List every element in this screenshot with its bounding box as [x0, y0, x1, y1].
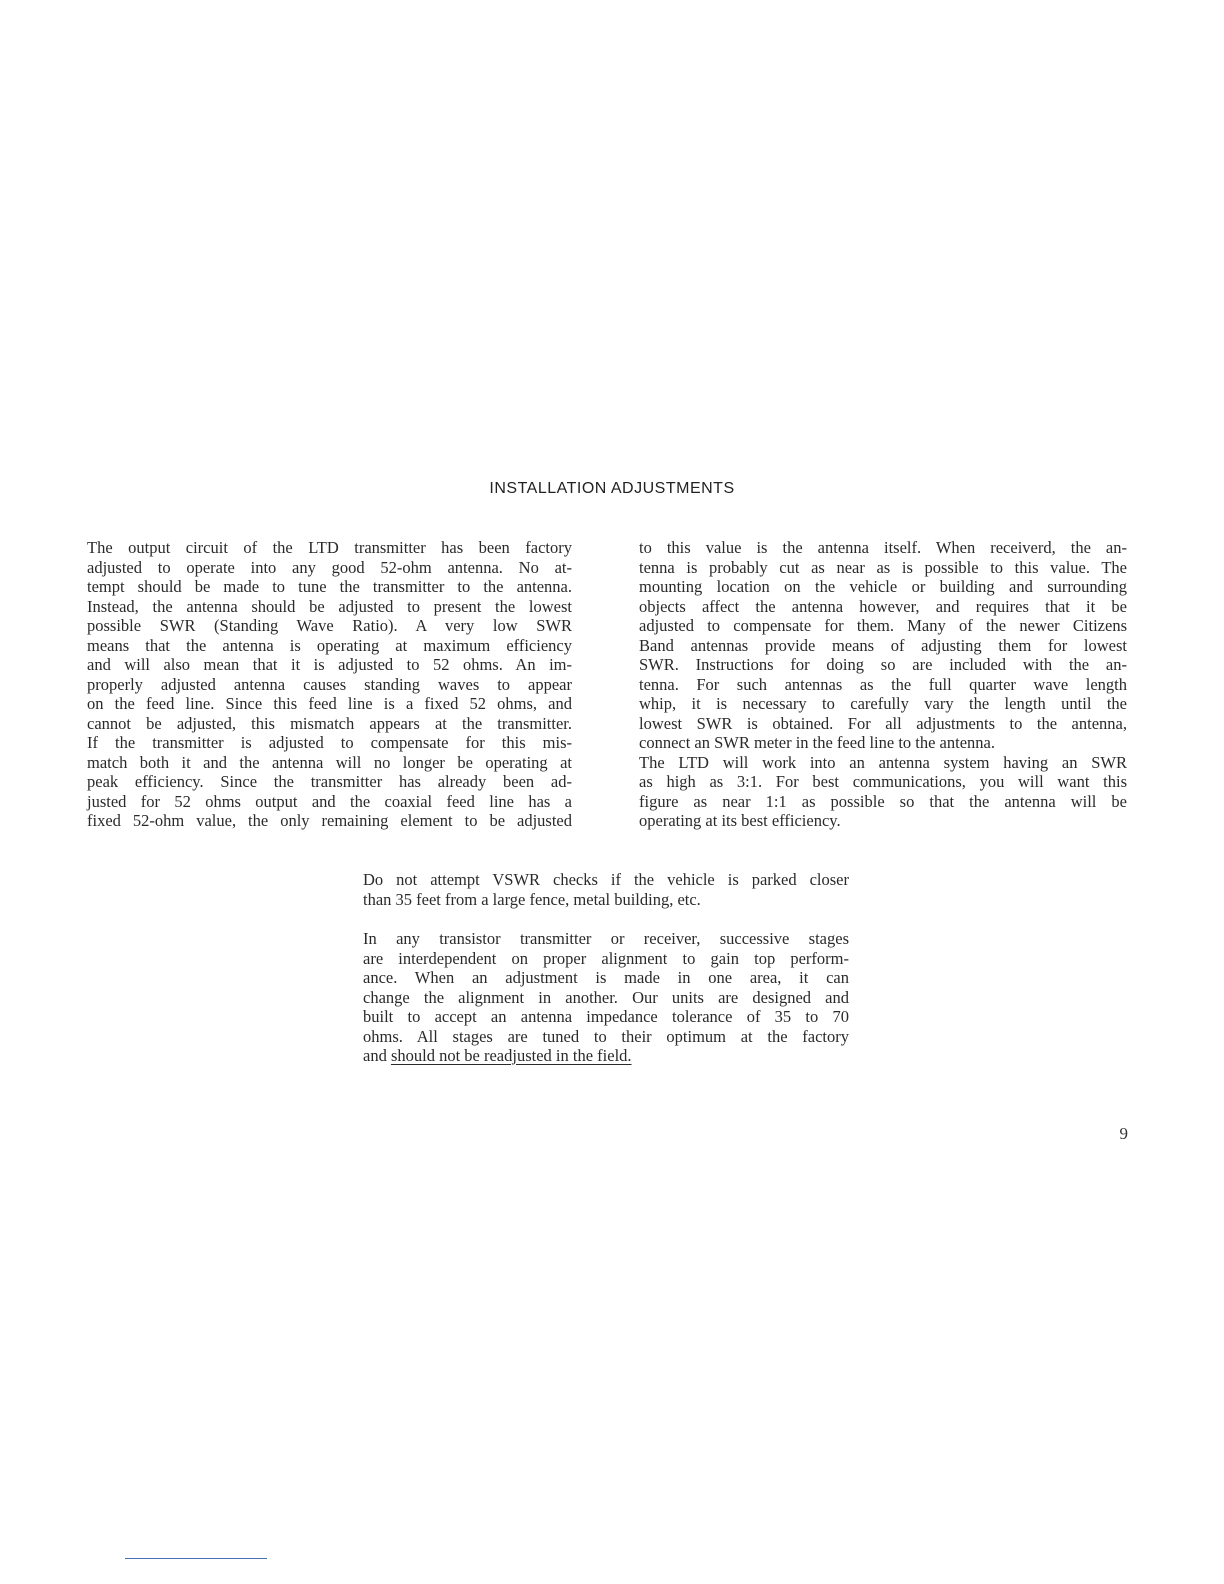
left-column [87, 538, 572, 831]
text-line: The output circuit of the LTD transmitter has been factory [87, 538, 572, 557]
text-line: as high as 3:1. For best communications, you will want this [639, 772, 1127, 791]
text-line: In any transistor transmitter or receiver, successive stages [363, 929, 849, 948]
text-line: If the transmitter is adjusted to compensate for this mis- [87, 733, 572, 752]
alignment-note [363, 929, 849, 1066]
text-line: means that the antenna is operating at maximum efficiency [87, 635, 572, 655]
text-line: Do not attempt VSWR checks if the vehicle is parked closer [363, 870, 849, 889]
text-line: whip, it is necessary to carefully vary the length until the [639, 694, 1127, 713]
underlined-warning: should not be readjusted in the field. [390, 1046, 632, 1065]
text-line: figure as near 1:1 as possible so that the antenna will be [639, 791, 1127, 811]
text-line: ohms. All stages are tuned to their optimum at the factory [363, 1026, 849, 1046]
text-line: match both it and the antenna will no longer be operating at [87, 752, 572, 772]
text-line: properly adjusted antenna causes standing waves to appear [87, 674, 572, 694]
text-line: and will also mean that it is adjusted to 52 ohms. An im- [87, 655, 572, 674]
text-line: change the alignment in another. Our units are designed and [363, 987, 849, 1007]
footer-rule [125, 1558, 267, 1559]
text-line: peak efficiency. Since the transmitter has already been ad- [87, 772, 572, 791]
text-line: adjusted to compensate for them. Many of the newer Citizens [639, 616, 1127, 635]
text-line-final [363, 1046, 849, 1066]
text-prefix: and [363, 1046, 391, 1065]
text-line: justed for 52 ohms output and the coaxial feed line has a [87, 791, 572, 811]
text-line: than 35 feet from a large fence, metal building, etc. [363, 889, 701, 909]
text-line: built to accept an antenna impedance tolerance of 35 to 70 [363, 1007, 849, 1026]
text-line: on the feed line. Since this feed line is a fixed 52 ohms, and [87, 694, 572, 713]
vswr-note [363, 870, 849, 909]
text-line: adjusted to operate into any good 52-ohm antenna. No at- [87, 557, 572, 577]
text-line: ance. When an adjustment is made in one area, it can [363, 968, 849, 987]
text-line: Band antennas provide means of adjusting them for lowest [639, 635, 1127, 655]
text-line: The LTD will work into an antenna system having an SWR [639, 752, 1127, 772]
text-line: fixed 52-ohm value, the only remaining element to be adjusted [87, 811, 572, 830]
text-line: SWR. Instructions for doing so are included with the an- [639, 655, 1127, 674]
text-line: possible SWR (Standing Wave Ratio). A very low SWR [87, 616, 572, 635]
text-line: are interdependent on proper alignment to gain top perform- [363, 948, 849, 968]
text-line: cannot be adjusted, this mismatch appears at the transmitter. [87, 713, 572, 733]
text-line: tempt should be made to tune the transmitter to the antenna. [87, 577, 572, 596]
text-line: objects affect the antenna however, and requires that it be [639, 596, 1127, 616]
text-line: to this value is the antenna itself. When receiverd, the an- [639, 538, 1127, 557]
right-column [639, 538, 1127, 831]
text-line: tenna. For such antennas as the full quarter wave length [639, 674, 1127, 694]
text-line: mounting location on the vehicle or building and surrounding [639, 577, 1127, 596]
section-heading: INSTALLATION ADJUSTMENTS [489, 480, 735, 497]
text-line: lowest SWR is obtained. For all adjustments to the antenna, [639, 713, 1127, 733]
text-line: operating at its best efficiency. [639, 811, 841, 830]
page-number: 9 [1119, 1124, 1128, 1143]
text-line: Instead, the antenna should be adjusted to present the lowest [87, 596, 572, 616]
text-line: connect an SWR meter in the feed line to the antenna. [639, 733, 995, 752]
text-line: tenna is probably cut as near as is possible to this value. The [639, 557, 1127, 577]
